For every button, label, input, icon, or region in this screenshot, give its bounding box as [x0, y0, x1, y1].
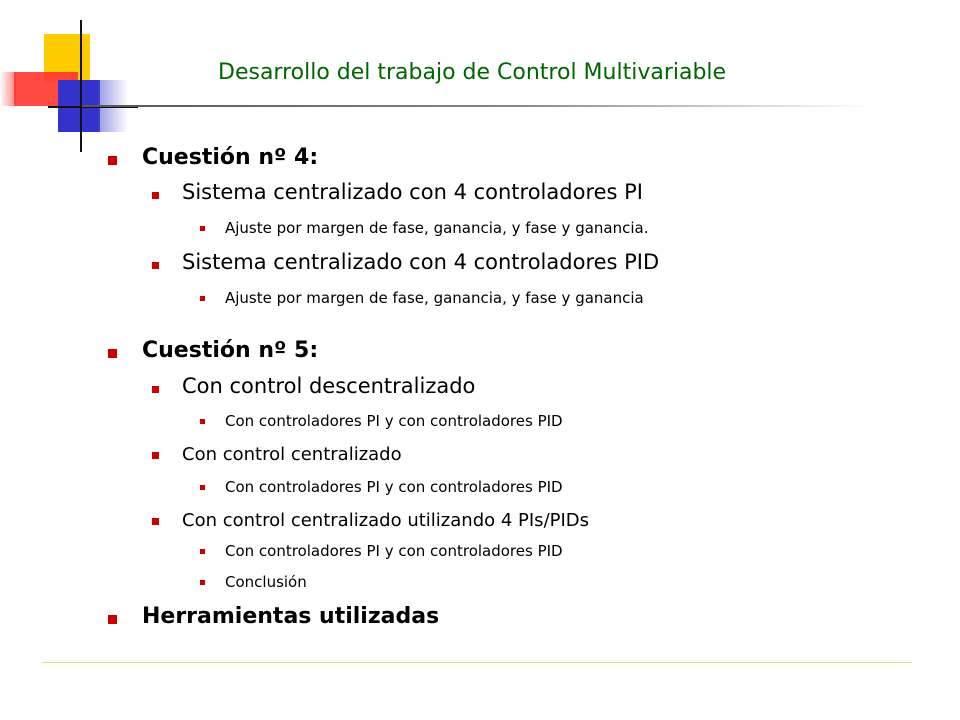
- bullet-marker: [200, 419, 205, 424]
- decorative-logo: [0, 0, 140, 160]
- footer-divider: [42, 662, 912, 663]
- list-item-text: Con controladores PI y con controladores PID: [225, 412, 563, 430]
- title-divider: [82, 105, 872, 107]
- bullet-marker: [200, 296, 205, 301]
- bullet-marker: [108, 615, 117, 624]
- logo-vertical-line: [80, 20, 82, 152]
- bullet-marker: [200, 549, 205, 554]
- list-item-text: Sistema centralizado con 4 controladores PI: [182, 180, 644, 204]
- list-item-text: Conclusión: [225, 573, 307, 591]
- bullet-marker: [152, 452, 159, 459]
- list-item-text: Con controladores PI y con controladores PID: [225, 542, 563, 560]
- bullet-marker: [200, 580, 205, 585]
- list-item-text: Sistema centralizado con 4 controladores PID: [182, 250, 660, 274]
- list-item-text: Cuestión nº 4:: [142, 145, 319, 170]
- list-item-text: Con control centralizado utilizando 4 PIs/PIDs: [182, 510, 590, 531]
- list-item-text: Ajuste por margen de fase, ganancia, y fase y ganancia.: [225, 219, 649, 237]
- bullet-marker: [152, 386, 159, 393]
- bullet-marker: [200, 226, 205, 231]
- list-item-text: Herramientas utilizadas: [142, 604, 440, 629]
- slide-title: Desarrollo del trabajo de Control Multivariable: [218, 60, 727, 85]
- bullet-marker: [108, 349, 117, 358]
- bullet-marker: [152, 192, 159, 199]
- list-item-text: Con controladores PI y con controladores PID: [225, 478, 563, 496]
- list-item-text: Con control centralizado: [182, 444, 402, 465]
- bullet-marker: [152, 518, 159, 525]
- list-item-text: Ajuste por margen de fase, ganancia, y fase y ganancia: [225, 289, 644, 307]
- list-item-text: Con control descentralizado: [182, 374, 476, 398]
- bullet-marker: [108, 156, 117, 165]
- bullet-marker: [200, 485, 205, 490]
- list-item-text: Cuestión nº 5:: [142, 338, 319, 363]
- bullet-marker: [152, 262, 159, 269]
